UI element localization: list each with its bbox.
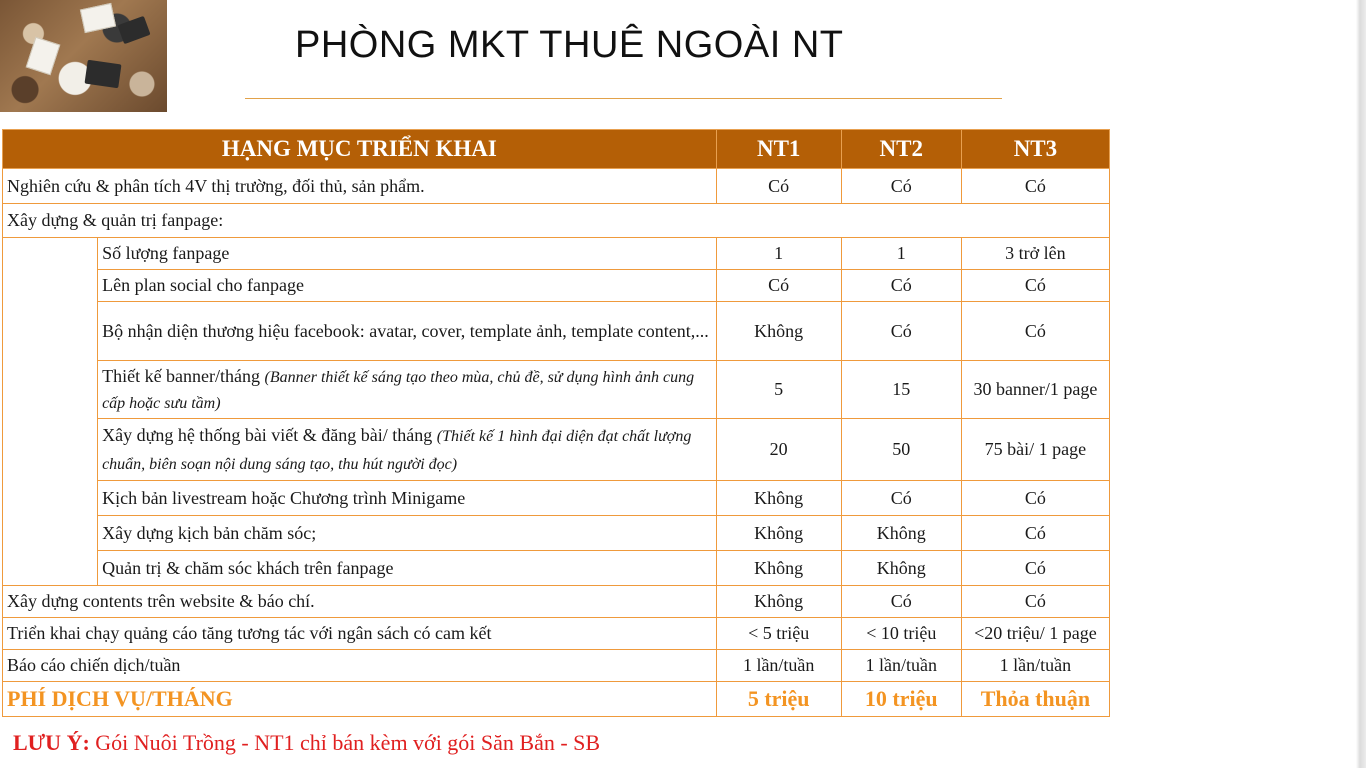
cell-nt2: Có [841, 302, 961, 361]
cell-nt2: Có [841, 169, 961, 204]
row-label: Xây dựng kịch bản chăm sóc; [98, 516, 717, 551]
title-divider [245, 98, 1002, 99]
row-label: Kịch bản livestream hoặc Chương trình Minigame [98, 481, 717, 516]
footnote-prefix: LƯU Ý: [13, 730, 90, 755]
table-row [3, 618, 1110, 650]
table-group-row [3, 204, 1110, 238]
cell-nt3: Có [961, 481, 1109, 516]
row-label: Nghiên cứu & phân tích 4V thị trường, đối thủ, sản phẩm. [3, 169, 717, 204]
row-label-with-note [98, 361, 717, 419]
cell-nt3: Có [961, 302, 1109, 361]
cell-nt1: 1 [716, 238, 841, 270]
cell-nt1: Không [716, 551, 841, 586]
header-plan-nt1: NT1 [716, 130, 841, 169]
fee-row [3, 682, 1110, 717]
group-label: Xây dựng & quản trị fanpage: [3, 204, 1110, 238]
cell-nt2: 1 [841, 238, 961, 270]
table-row [3, 270, 1110, 302]
table-row [3, 650, 1110, 682]
cell-nt1: Không [716, 302, 841, 361]
row-note: (Thiết kế 1 hình đại diện đạt chất lượng chuẩn, biên soạn nội dung sáng tạo, thu hút người đọc) [102, 427, 692, 473]
cell-nt1: 1 lần/tuần [716, 650, 841, 682]
row-label-with-note [98, 419, 717, 481]
cell-nt2: 15 [841, 361, 961, 419]
cell-nt1: < 5 triệu [716, 618, 841, 650]
header-plan-nt3: NT3 [961, 130, 1109, 169]
row-label: Thiết kế banner/tháng [102, 365, 261, 386]
row-label: Quản trị & chăm sóc khách trên fanpage [98, 551, 717, 586]
table-row [3, 586, 1110, 618]
fee-label: PHÍ DỊCH VỤ/THÁNG [3, 682, 717, 717]
cell-nt2: Không [841, 516, 961, 551]
cell-nt1: Không [716, 516, 841, 551]
cell-nt3: Có [961, 551, 1109, 586]
table-row [3, 238, 1110, 270]
table-row [3, 419, 1110, 481]
table-header-row [3, 130, 1110, 169]
row-label: Báo cáo chiến dịch/tuần [3, 650, 717, 682]
cell-nt3: 3 trở lên [961, 238, 1109, 270]
cell-nt2: < 10 triệu [841, 618, 961, 650]
cell-nt2: Có [841, 586, 961, 618]
cell-nt3: <20 triệu/ 1 page [961, 618, 1109, 650]
cell-nt1: 5 [716, 361, 841, 419]
row-label: Bộ nhận diện thương hiệu facebook: avatar, cover, template ảnh, template content,... [98, 302, 717, 361]
header-category: HẠNG MỤC TRIỂN KHAI [3, 130, 717, 169]
cell-nt3: 75 bài/ 1 page [961, 419, 1109, 481]
cell-nt1: Không [716, 481, 841, 516]
cell-nt2: 50 [841, 419, 961, 481]
row-label: Số lượng fanpage [98, 238, 717, 270]
table-row [3, 302, 1110, 361]
service-comparison-table [2, 129, 1110, 717]
row-label: Xây dựng contents trên website & báo chí. [3, 586, 717, 618]
cell-nt1: 20 [716, 419, 841, 481]
table-row [3, 169, 1110, 204]
cell-nt3: Có [961, 270, 1109, 302]
cell-nt2: 1 lần/tuần [841, 650, 961, 682]
row-label: Lên plan social cho fanpage [98, 270, 717, 302]
office-photo [0, 0, 167, 112]
cell-nt2: Có [841, 481, 961, 516]
cell-nt3: 1 lần/tuần [961, 650, 1109, 682]
cell-nt2: Có [841, 270, 961, 302]
table-row [3, 481, 1110, 516]
fee-nt3: Thỏa thuận [961, 682, 1109, 717]
cell-nt1: Có [716, 270, 841, 302]
cell-nt3: Có [961, 169, 1109, 204]
cell-nt3: Có [961, 516, 1109, 551]
row-note: (Banner thiết kế sáng tạo theo mùa, chủ đề, sử dụng hình ảnh cung cấp hoặc sưu tầm) [102, 368, 695, 412]
cell-nt2: Không [841, 551, 961, 586]
page-title: PHÒNG MKT THUÊ NGOÀI NT [295, 24, 844, 66]
table-row [3, 551, 1110, 586]
slide-edge-shadow [1356, 0, 1366, 768]
header-plan-nt2: NT2 [841, 130, 961, 169]
fee-nt2: 10 triệu [841, 682, 961, 717]
row-label: Triển khai chạy quảng cáo tăng tương tác với ngân sách có cam kết [3, 618, 717, 650]
cell-nt3: 30 banner/1 page [961, 361, 1109, 419]
row-label: Xây dựng hệ thống bài viết & đăng bài/ tháng [102, 424, 433, 445]
table-row [3, 516, 1110, 551]
table-row [3, 361, 1110, 419]
cell-nt1: Không [716, 586, 841, 618]
footnote [13, 730, 600, 756]
indent-spacer [3, 238, 98, 586]
cell-nt1: Có [716, 169, 841, 204]
fee-nt1: 5 triệu [716, 682, 841, 717]
cell-nt3: Có [961, 586, 1109, 618]
footnote-text: Gói Nuôi Trồng - NT1 chỉ bán kèm với gói Săn Bắn - SB [89, 730, 601, 755]
